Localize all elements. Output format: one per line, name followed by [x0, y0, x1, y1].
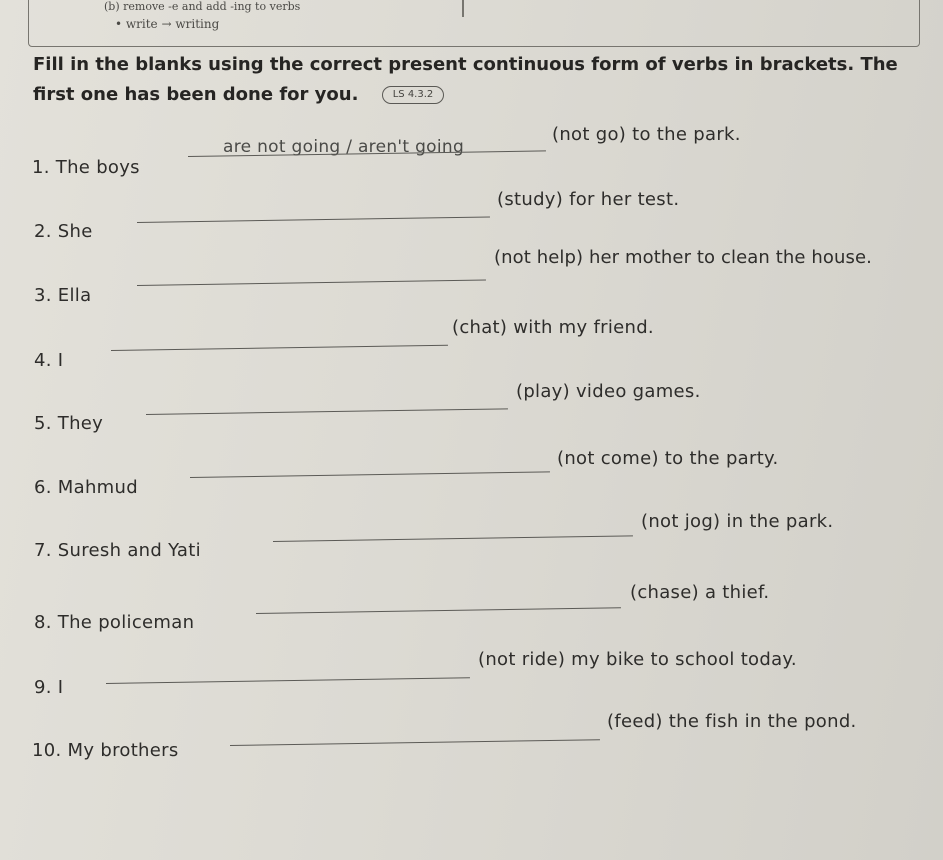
- answer-blank[interactable]: [137, 216, 490, 223]
- item-subject: 2. She: [34, 221, 93, 242]
- tip-box-divider: [462, 0, 464, 17]
- item-verb-prompt: (chase) a thief.: [630, 582, 770, 603]
- learning-standard-badge: LS 4.3.2: [382, 86, 444, 104]
- answer-blank[interactable]: [190, 471, 550, 478]
- item-verb-prompt: (not jog) in the park.: [641, 511, 834, 532]
- answer-blank[interactable]: [146, 408, 508, 415]
- spelling-example: • write → writing: [115, 17, 220, 31]
- instruction-line-2: first one has been done for you.: [33, 84, 359, 105]
- item-subject: 10. My brothers: [32, 740, 179, 761]
- instruction-line-1: Fill in the blanks using the correct present continuous form of verbs in brackets. The: [33, 54, 898, 75]
- item-subject: 8. The policeman: [34, 612, 195, 633]
- answer-blank[interactable]: [273, 535, 633, 542]
- answer-blank[interactable]: [106, 677, 470, 684]
- answer-blank[interactable]: [111, 345, 448, 351]
- item-subject: 1. The boys: [32, 157, 140, 178]
- item-subject: 4. I: [34, 350, 64, 371]
- answer-blank[interactable]: [137, 280, 486, 286]
- item-subject: 5. They: [34, 413, 104, 434]
- item-subject: 6. Mahmud: [34, 477, 138, 498]
- item-subject: 7. Suresh and Yati: [34, 540, 201, 561]
- item-verb-prompt: (not help) her mother to clean the house.: [494, 247, 872, 268]
- item-answer: are not going / aren't going: [223, 137, 465, 157]
- item-verb-prompt: (not go) to the park.: [552, 124, 741, 145]
- item-verb-prompt: (study) for her test.: [497, 189, 680, 210]
- spelling-rule: (b) remove -e and add -ing to verbs: [104, 0, 301, 13]
- item-verb-prompt: (feed) the fish in the pond.: [607, 711, 857, 732]
- item-verb-prompt: (chat) with my friend.: [452, 317, 654, 338]
- answer-blank[interactable]: [230, 739, 600, 746]
- answer-blank[interactable]: [256, 607, 621, 614]
- item-subject: 9. I: [34, 677, 64, 698]
- item-verb-prompt: (not ride) my bike to school today.: [478, 649, 797, 670]
- item-verb-prompt: (not come) to the party.: [557, 448, 779, 469]
- item-subject: 3. Ella: [34, 285, 92, 306]
- item-verb-prompt: (play) video games.: [516, 381, 701, 402]
